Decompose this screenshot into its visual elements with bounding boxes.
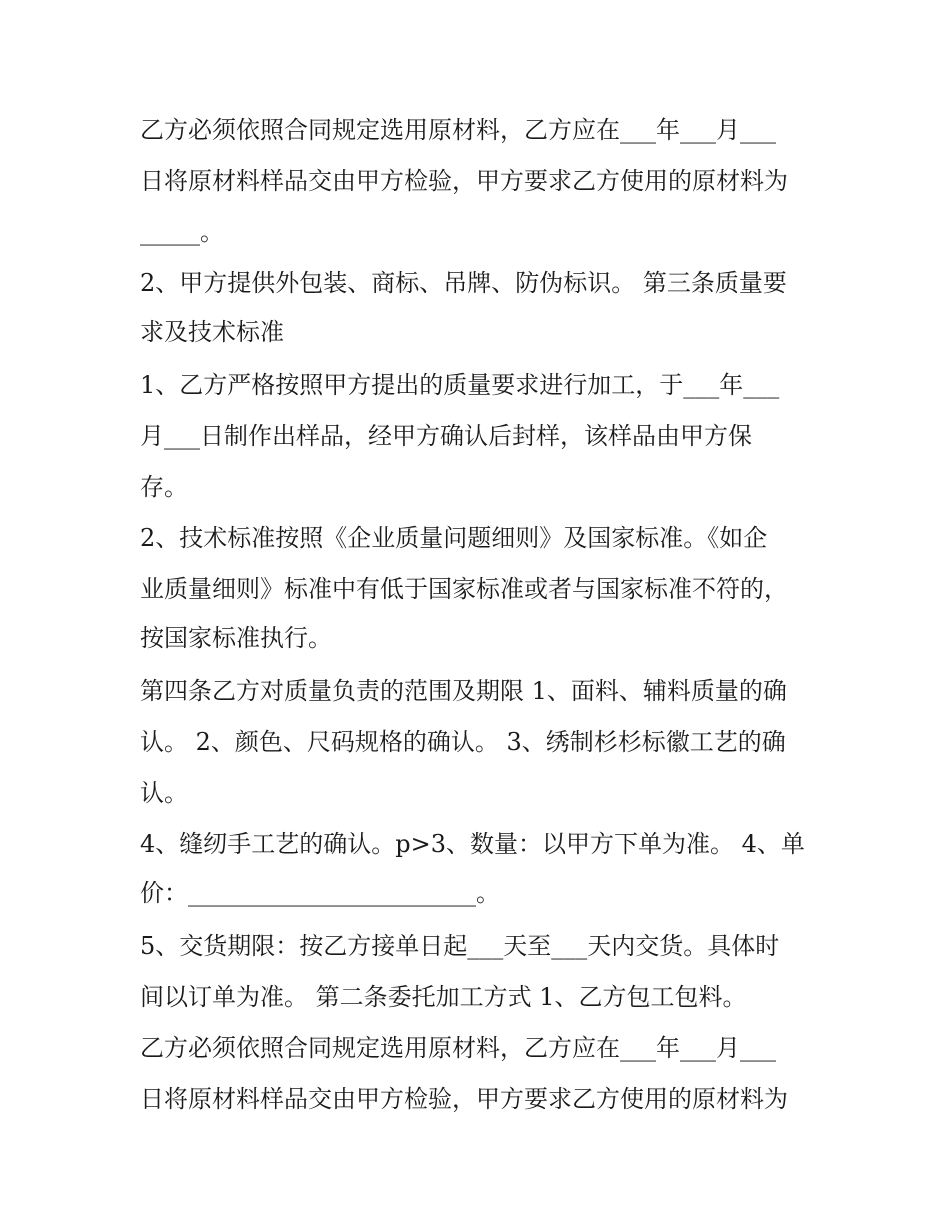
- text-line: 日将原材料样品交由甲方检验，甲方要求乙方使用的原材料为: [140, 167, 788, 195]
- text-line: 价：________________________。: [140, 879, 500, 907]
- text-line: 1、乙方严格按照甲方提出的质量要求进行加工，于___年___: [140, 371, 780, 399]
- text-line: 按国家标准执行。: [140, 624, 332, 652]
- text-line: 求及技术标准: [140, 318, 284, 346]
- text-line: 乙方必须依照合同规定选用原材料，乙方应在___年___月___: [140, 116, 776, 144]
- text-line: 业质量细则》标准中有低于国家标准或者与国家标准不符的，: [140, 575, 788, 603]
- text-line: 日将原材料样品交由甲方检验，甲方要求乙方使用的原材料为: [140, 1085, 788, 1113]
- text-line: 月___日制作出样品，经甲方确认后封样，该样品由甲方保: [140, 422, 752, 450]
- text-line: 认。 2、颜色、尺码规格的确认。 3、绣制杉杉标徽工艺的确: [140, 728, 786, 756]
- text-line: 5、交货期限：按乙方接单日起___天至___天内交货。具体时: [140, 932, 780, 960]
- text-line: 4、缝纫手工艺的确认。p>3、数量：以甲方下单为准。 4、单: [140, 830, 805, 858]
- text-line: 间以订单为准。 第二条委托加工方式 1、乙方包工包料。: [140, 983, 747, 1011]
- text-line: _____。: [140, 218, 224, 246]
- text-line: 乙方必须依照合同规定选用原材料，乙方应在___年___月___: [140, 1034, 776, 1062]
- text-line: 存。: [140, 473, 188, 501]
- text-line: 2、甲方提供外包装、商标、吊牌、防伪标识。 第三条质量要: [140, 269, 787, 297]
- text-line: 第四条乙方对质量负责的范围及期限 1、面料、辅料质量的确: [140, 677, 787, 705]
- text-line: 2、技术标准按照《企业质量问题细则》及国家标准。《如企: [140, 524, 768, 552]
- text-line: 认。: [140, 779, 188, 807]
